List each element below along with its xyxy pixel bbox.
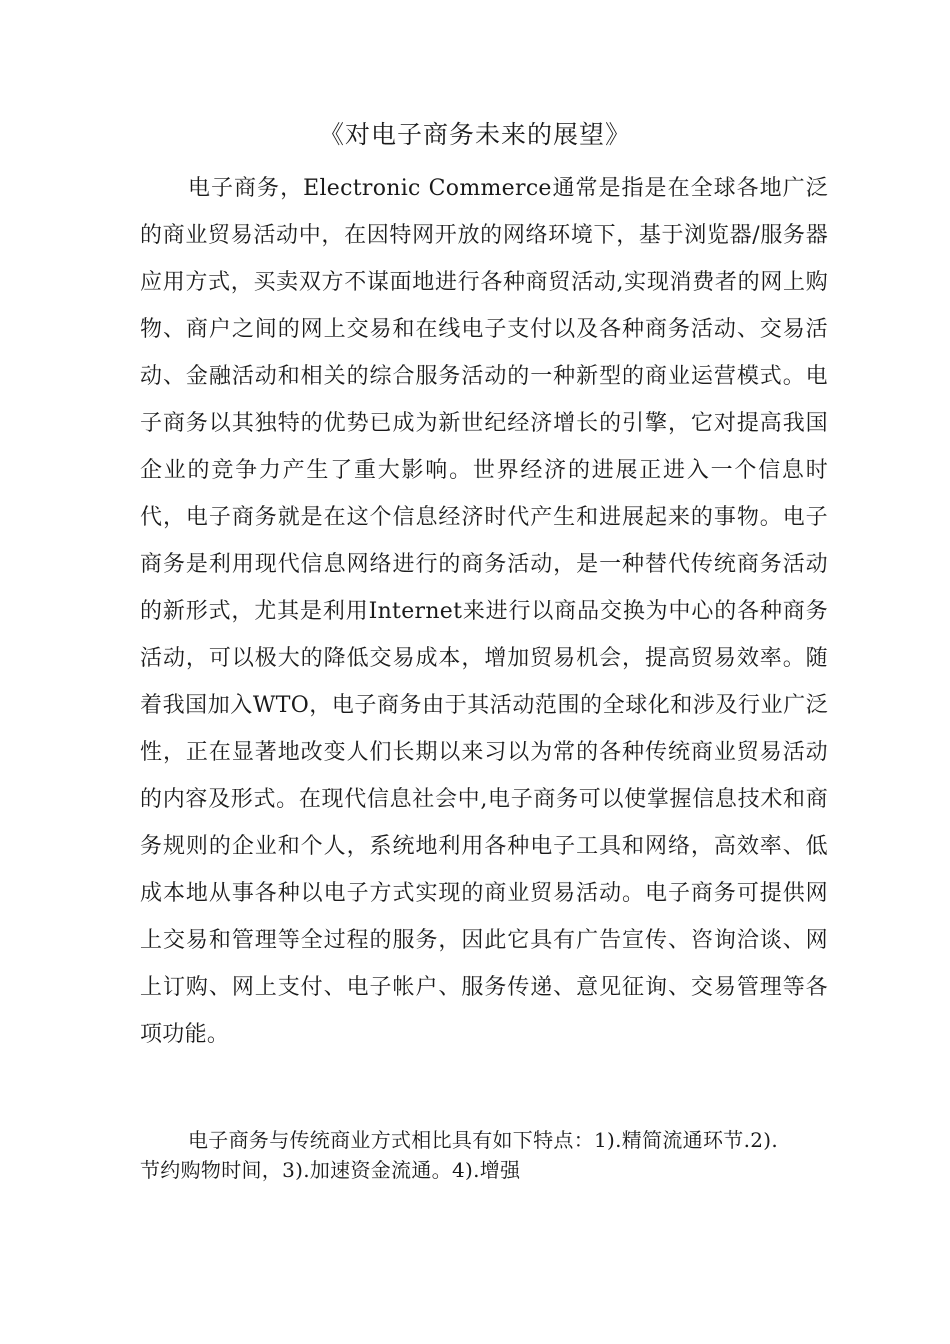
body-paragraph-2: 电子商务与传统商业方式相比具有如下特点：1).精简流通环节.2).节约购物时间，3).加速资金流通。4).增强	[140, 1128, 779, 1182]
document-title: 《对电子商务未来的展望》	[318, 120, 631, 149]
body-paragraph-1: 电子商务，Electronic Commerce通常是指是在全球各地广泛的商业贸易活动中，在因特网开放的网络环境下，基于浏览器/服务器应用方式，买卖双方不谋面地进行各种商贸活动,实现消费者的网上购物、商户之间的网上交易和在线电子支付以及各种商务活动、交易活动、金融活动和相关的综合服务活动的一种新型的商业运营模式。电子商务以其独特的优势已成为新世纪经济增长的引擎，它对提高我国企业的竞争力产生了重大影响。世界经济的进展正进入一个信息时代，电子商务就是在这个信息经济时代产生和进展起来的事物。电子商务是利用现代信息网络进行的商务活动，是一种替代传统商务活动的新形式，尤其是利用Internet来进行以商品交换为中心的各种商务活动，可以极大的降低交易成本，增加贸易机会，提高贸易效率。随着我国加入WTO，电子商务由于其活动范围的全球化和涉及行业广泛性，正在显著地改变人们长期以来习以为常的各种传统商业贸易活动的内容及形式。在现代信息社会中,电子商务可以使掌握信息技术和商务规则的企业和个人，系统地利用各种电子工具和网络，高效率、低成本地从事各种以电子方式实现的商业贸易活动。电子商务可提供网上交易和管理等全过程的服务，因此它具有广告宣传、咨询洽谈、网上订购、网上支付、电子帐户、服务传递、意见征询、交易管理等各项功能。	[140, 176, 828, 1047]
